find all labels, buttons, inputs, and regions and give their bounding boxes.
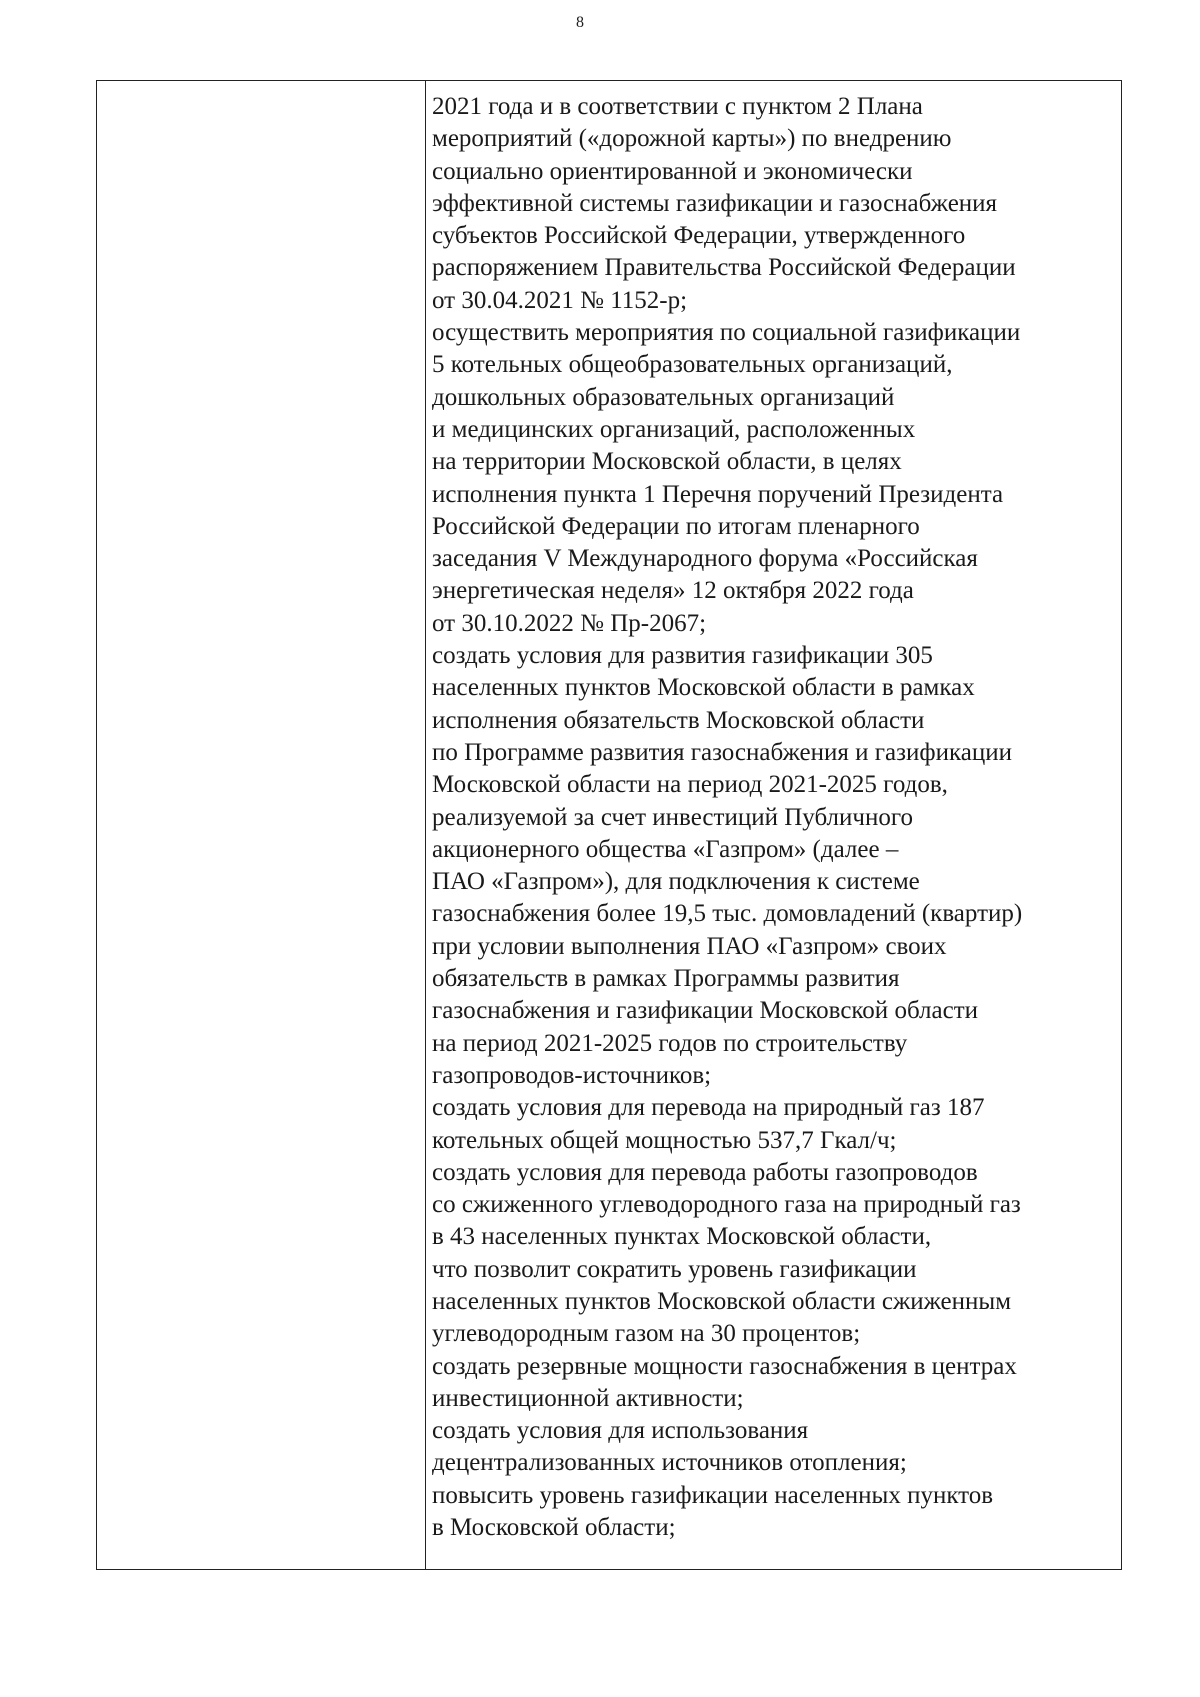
text-line: по Программе развития газоснабжения и газификации bbox=[432, 738, 1012, 766]
page-number: 8 bbox=[576, 14, 584, 31]
text-line: повысить уровень газификации населенных пунктов bbox=[432, 1481, 994, 1509]
text-line: в 43 населенных пунктах Московской области, bbox=[432, 1223, 932, 1251]
text-line: создать резервные мощности газоснабжения в центрах bbox=[432, 1352, 1017, 1380]
text-line: котельных общей мощностью 537,7 Гкал/ч; bbox=[432, 1126, 897, 1154]
table-left-cell bbox=[97, 81, 426, 1569]
text-line: населенных пунктов Московской области сжиженным bbox=[432, 1287, 1012, 1315]
text-line: распоряжением Правительства Российской Федерации bbox=[432, 254, 1016, 282]
text-line: газоснабжения и газификации Московской области bbox=[432, 997, 979, 1025]
text-line: реализуемой за счет инвестиций Публичного bbox=[432, 803, 913, 831]
text-line: населенных пунктов Московской области в рамках bbox=[432, 674, 975, 702]
text-line: на период 2021-2025 годов по строительству bbox=[432, 1029, 908, 1057]
text-line: осуществить мероприятия по социальной газификации bbox=[432, 319, 1021, 347]
text-line: создать условия для перевода работы газопроводов bbox=[432, 1158, 978, 1186]
table-right-cell bbox=[426, 81, 1121, 1569]
text-line: обязательств в рамках Программы развития bbox=[432, 965, 900, 993]
text-line: децентрализованных источников отопления; bbox=[432, 1449, 907, 1477]
text-line: газопроводов-источников; bbox=[432, 1061, 712, 1089]
text-line: ПАО «Газпром»), для подключения к системе bbox=[432, 868, 920, 896]
text-line: 5 котельных общеобразовательных организаций, bbox=[432, 351, 953, 379]
text-line: акционерного общества «Газпром» (далее – bbox=[432, 835, 899, 863]
text-line: социально ориентированной и экономически bbox=[432, 157, 913, 185]
text-line: что позволит сократить уровень газификации bbox=[432, 1255, 917, 1283]
text-line: Российской Федерации по итогам пленарного bbox=[432, 512, 920, 540]
text-line: дошкольных образовательных организаций bbox=[432, 383, 895, 411]
text-line: субъектов Российской Федерации, утвержденного bbox=[432, 222, 966, 250]
text-line: 2021 года и в соответствии с пунктом 2 Плана bbox=[432, 93, 923, 120]
text-line: от 30.04.2021 № 1152-р; bbox=[432, 286, 688, 314]
text-line: создать условия для использования bbox=[432, 1417, 809, 1445]
text-line: эффективной системы газификации и газоснабжения bbox=[432, 189, 998, 217]
text-line: в Московской области; bbox=[432, 1514, 676, 1542]
text-line: исполнения пункта 1 Перечня поручений Президента bbox=[432, 480, 1004, 508]
text-line: от 30.10.2022 № Пр-2067; bbox=[432, 609, 707, 637]
text-line: исполнения обязательств Московской области bbox=[432, 706, 925, 734]
text-line: на территории Московской области, в целях bbox=[432, 448, 902, 476]
text-line: со сжиженного углеводородного газа на природный газ bbox=[432, 1191, 1021, 1219]
text-line: энергетическая неделя» 12 октября 2022 года bbox=[432, 577, 914, 605]
text-line: при условии выполнения ПАО «Газпром» своих bbox=[432, 932, 947, 960]
document-table bbox=[96, 80, 1122, 1570]
text-line: создать условия для развития газификации 305 bbox=[432, 642, 933, 670]
text-line: создать условия для перевода на природный газ 187 bbox=[432, 1094, 985, 1122]
text-line: мероприятий («дорожной карты») по внедрению bbox=[432, 125, 952, 153]
text-line: и медицинских организаций, расположенных bbox=[432, 415, 916, 443]
text-line: Московской области на период 2021-2025 годов, bbox=[432, 771, 948, 799]
text-line: инвестиционной активности; bbox=[432, 1384, 744, 1412]
text-line: углеводородным газом на 30 процентов; bbox=[432, 1320, 861, 1348]
text-line: заседания V Международного форума «Российская bbox=[432, 545, 978, 573]
text-line: газоснабжения более 19,5 тыс. домовладений (квартир) bbox=[432, 900, 1023, 928]
